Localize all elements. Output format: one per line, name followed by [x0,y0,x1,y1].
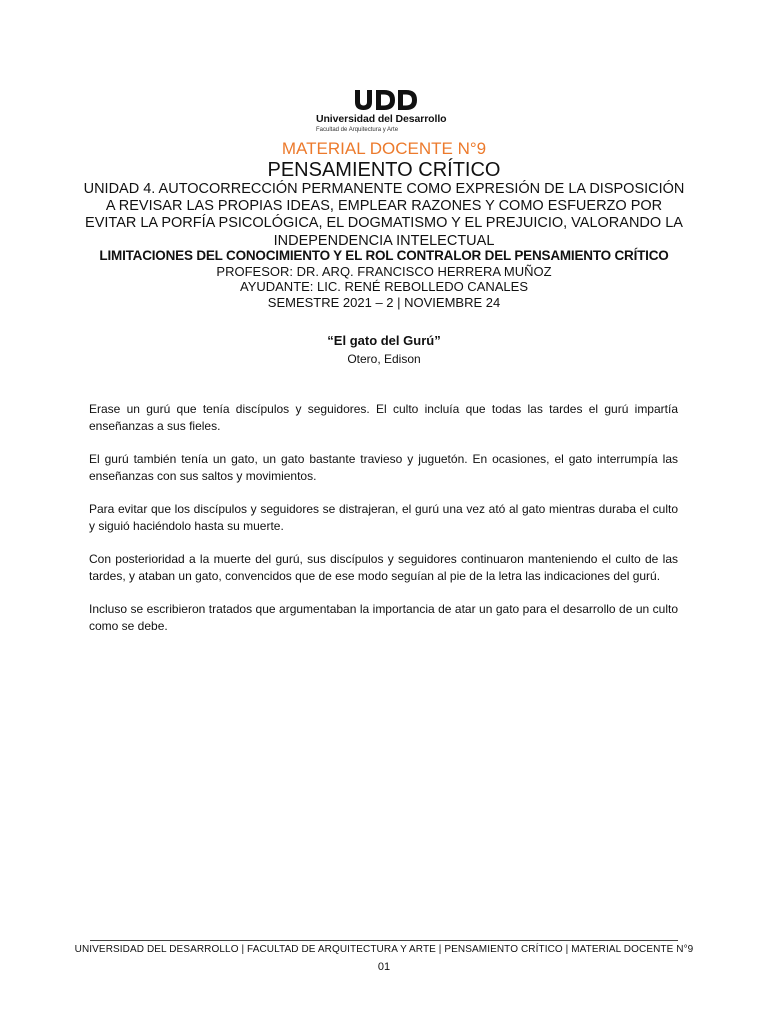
story-author: Otero, Edison [347,352,421,366]
page-number: 01 [377,961,391,973]
udd-logo-mark [354,88,420,112]
assistant-line: AYUDANTE: LIC. RENÉ REBOLLEDO CANALES [239,279,528,295]
staff-block [0,264,768,310]
logo-university-name: Universidad del Desarrollo [316,113,447,125]
course-title: PENSAMIENTO CRÍTICO [267,159,501,181]
story-paragraph: Incluso se escribieron tratados que argumentaban la importancia de atar un gato para el desarrollo de un culto como se debe. [89,602,678,633]
semester-line: SEMESTRE 2021 – 2 | NOVIEMBRE 24 [267,294,501,310]
story-body [89,401,678,651]
story-paragraph: Con posterioridad a la muerte del gurú, sus discípulos y seguidores continuaron manteniendo el culto de las tardes, y ataban un gato, convencidos que de ese modo seguían al pie de la letra las indicaciones del gurú. [89,552,678,583]
topic-heading: LIMITACIONES DEL CONOCIMIENTO Y EL ROL CONTRALOR DEL PENSAMIENTO CRÍTICO [99,248,669,263]
unit-heading: UNIDAD 4. AUTOCORRECCIÓN PERMANENTE COMO EXPRESIÓN DE LA DISPOSICIÓN A REVISAR LAS PROPIAS IDEAS, EMPLEAR RAZONES Y COMO ESFUERZO POR EVITAR LA PORFÍA PSICOLÓGICA, EL DOGMATISMO Y EL PREJUICIO, VALORANDO LA INDEPENDENCIA INTELECTUAL [83,181,685,249]
story-paragraph: El gurú también tenía un gato, un gato bastante travieso y juguetón. En ocasiones, el gato interrumpía las enseñanzas con sus saltos y movimientos. [89,452,678,483]
footer-text: UNIVERSIDAD DEL DESARROLLO | FACULTAD DE ARQUITECTURA Y ARTE | PENSAMIENTO CRÍTICO | MATERIAL DOCENTE N°9 [74,944,694,955]
footer-divider [90,940,678,941]
professor-line: PROFESOR: DR. ARQ. FRANCISCO HERRERA MUÑOZ [216,264,552,279]
logo-faculty-name: Facultad de Arquitectura y Arte [316,127,399,133]
story-paragraph: Erase un gurú que tenía discípulos y seguidores. El culto incluía que todas las tardes el gurú impartía enseñanzas a sus fieles. [89,402,678,433]
udd-logo [316,88,456,136]
material-title: MATERIAL DOCENTE N°9 [281,139,487,158]
story-paragraph: Para evitar que los discípulos y seguidores se distrajeran, el gurú una vez ató al gato mientras duraba el culto y siguió haciéndolo hasta su muerte. [89,502,678,533]
story-title: “El gato del Gurú” [327,333,441,348]
